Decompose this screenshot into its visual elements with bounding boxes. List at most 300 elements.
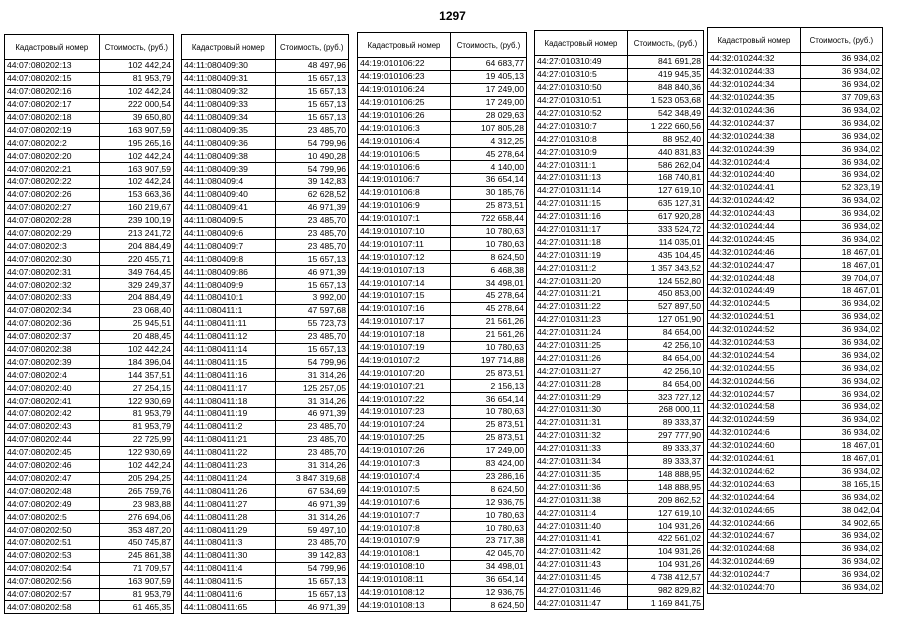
cadastral-number: 44:32:010244:65 (708, 504, 801, 517)
cost-value: 435 104,45 (627, 249, 703, 262)
table-row (5, 536, 174, 549)
cost-value: 1 523 053,68 (627, 94, 703, 107)
cost-value: 17 249,00 (450, 83, 526, 96)
cost-value: 21 561,26 (450, 315, 526, 328)
table-row (182, 433, 349, 446)
cadastral-number: 44:32:010244:66 (708, 517, 801, 530)
table-row (708, 194, 883, 207)
table-row (708, 375, 883, 388)
cost-value: 46 971,39 (275, 408, 348, 421)
cost-value: 36 934,02 (800, 529, 882, 542)
cadastral-number: 44:19:010107:1 (358, 212, 451, 225)
cost-value: 127 619,10 (627, 507, 703, 520)
cadastral-number: 44:07:080202:16 (5, 85, 100, 98)
cost-value: 10 780,63 (450, 406, 526, 419)
cadastral-number: 44:07:080202:2 (5, 137, 100, 150)
table-row (5, 420, 174, 433)
cadastral-number: 44:11:080409:39 (182, 163, 276, 176)
cadastral-table-1 (4, 34, 174, 614)
cost-value: 23 485,70 (275, 536, 348, 549)
cost-value: 62 628,52 (275, 188, 348, 201)
cadastral-number: 44:11:080411:29 (182, 524, 276, 537)
cost-value: 15 657,13 (275, 575, 348, 588)
cadastral-number: 44:27:010311:15 (535, 197, 628, 210)
table-row (182, 72, 349, 85)
cost-value: 36 934,02 (800, 349, 882, 362)
cadastral-number: 44:19:010108:1 (358, 547, 451, 560)
table-row (708, 452, 883, 465)
table-header-row (708, 28, 883, 53)
cost-value: 21 561,26 (450, 328, 526, 341)
cost-value: 25 873,51 (450, 418, 526, 431)
table-row (358, 341, 527, 354)
cost-value: 148 888,95 (627, 468, 703, 481)
table-row (708, 297, 883, 310)
cadastral-number: 44:19:010106:3 (358, 122, 451, 135)
table-row (708, 426, 883, 439)
cadastral-number: 44:19:010107:20 (358, 367, 451, 380)
cadastral-number: 44:11:080411:18 (182, 395, 276, 408)
cost-value: 276 694,06 (99, 511, 173, 524)
table-row (182, 459, 349, 472)
cadastral-number: 44:32:010244:43 (708, 207, 801, 220)
table-row (5, 188, 174, 201)
table-row (358, 251, 527, 264)
table-row (708, 272, 883, 285)
table-row (5, 382, 174, 395)
cost-value: 20 488,45 (99, 330, 173, 343)
cadastral-number: 44:07:080202:42 (5, 408, 100, 421)
cost-value: 102 442,24 (99, 343, 173, 356)
cost-value: 36 934,02 (800, 169, 882, 182)
header-cost: Стоимость, (руб.) (800, 28, 882, 53)
cost-value: 36 934,02 (800, 156, 882, 169)
cadastral-number: 44:11:080409:86 (182, 266, 276, 279)
cost-value: 36 654,14 (450, 573, 526, 586)
cadastral-number: 44:32:010244:54 (708, 349, 801, 362)
cadastral-number: 44:32:010244:41 (708, 181, 801, 194)
table-row (182, 562, 349, 575)
cost-value: 10 780,63 (450, 509, 526, 522)
cadastral-number: 44:19:010107:12 (358, 251, 451, 264)
cadastral-number: 44:11:080411:5 (182, 575, 276, 588)
cost-value: 45 278,64 (450, 302, 526, 315)
cost-value: 10 780,63 (450, 225, 526, 238)
cadastral-number: 44:32:010244:55 (708, 362, 801, 375)
cost-value: 2 156,13 (450, 380, 526, 393)
cost-value: 54 799,96 (275, 356, 348, 369)
cadastral-number: 44:32:010244:33 (708, 65, 801, 78)
cadastral-number: 44:07:080202:46 (5, 459, 100, 472)
cadastral-number: 44:19:010107:25 (358, 431, 451, 444)
cost-value: 15 657,13 (275, 111, 348, 124)
cadastral-number: 44:11:080409:41 (182, 201, 276, 214)
cadastral-number: 44:27:010311:26 (535, 352, 628, 365)
table-row (5, 240, 174, 253)
cost-value: 39 650,80 (99, 111, 173, 124)
table-row (358, 277, 527, 290)
table-row (182, 549, 349, 562)
cadastral-number: 44:27:010310:5 (535, 68, 628, 81)
table-row (182, 498, 349, 511)
cost-value: 36 934,02 (800, 78, 882, 91)
cost-value: 18 467,01 (800, 246, 882, 259)
cadastral-number: 44:27:010311:28 (535, 378, 628, 391)
table-row (358, 161, 527, 174)
table-row (708, 465, 883, 478)
cost-value: 81 953,79 (99, 420, 173, 433)
table-row (535, 520, 704, 533)
cadastral-number: 44:19:010106:5 (358, 148, 451, 161)
cost-value: 127 051,90 (627, 313, 703, 326)
cadastral-number: 44:11:080411:16 (182, 369, 276, 382)
cost-value: 982 829,82 (627, 584, 703, 597)
cadastral-number: 44:11:080409:5 (182, 214, 276, 227)
table-row (535, 558, 704, 571)
cost-value: 36 934,02 (800, 220, 882, 233)
cost-value: 64 683,77 (450, 58, 526, 71)
cost-value: 1 222 660,56 (627, 120, 703, 133)
cost-value: 25 873,51 (450, 367, 526, 380)
table-row (708, 568, 883, 581)
cost-value: 31 314,26 (275, 395, 348, 408)
cadastral-number: 44:27:010311:13 (535, 172, 628, 185)
cadastral-number: 44:07:080202:18 (5, 111, 100, 124)
table-row (182, 524, 349, 537)
cost-value: 23 485,70 (275, 240, 348, 253)
cost-value: 15 657,13 (275, 98, 348, 111)
cadastral-number: 44:07:080202:51 (5, 536, 100, 549)
cadastral-number: 44:27:010311:14 (535, 184, 628, 197)
cost-value: 102 442,24 (99, 85, 173, 98)
table-row (535, 404, 704, 417)
table-row (182, 536, 349, 549)
table-row (5, 588, 174, 601)
table-row (708, 130, 883, 143)
cadastral-number: 44:27:010310:52 (535, 107, 628, 120)
cost-value: 36 934,02 (800, 426, 882, 439)
table-row (358, 534, 527, 547)
cadastral-number: 44:19:010106:6 (358, 161, 451, 174)
cost-value: 15 657,13 (275, 85, 348, 98)
cost-value: 36 934,02 (800, 555, 882, 568)
cost-value: 220 455,71 (99, 253, 173, 266)
cost-value: 28 029,63 (450, 109, 526, 122)
table-row (708, 478, 883, 491)
cost-value: 39 142,83 (275, 176, 348, 189)
cost-value: 841 691,28 (627, 56, 703, 69)
cadastral-number: 44:32:010244:44 (708, 220, 801, 233)
table-row (358, 522, 527, 535)
cadastral-table-4 (534, 30, 704, 610)
cadastral-number: 44:32:010244:4 (708, 156, 801, 169)
table-row (535, 378, 704, 391)
table-row (182, 188, 349, 201)
table-row (358, 83, 527, 96)
cost-value: 15 657,13 (275, 588, 348, 601)
cadastral-number: 44:27:010311:35 (535, 468, 628, 481)
cost-value: 12 936,75 (450, 586, 526, 599)
cost-value: 168 740,81 (627, 172, 703, 185)
table-row (535, 275, 704, 288)
table-row (708, 91, 883, 104)
cadastral-number: 44:32:010244:60 (708, 439, 801, 452)
cost-value: 36 934,02 (800, 310, 882, 323)
cadastral-number: 44:19:010107:4 (358, 470, 451, 483)
cost-value: 23 485,70 (275, 330, 348, 343)
cadastral-number: 44:27:010310:8 (535, 133, 628, 146)
cost-value: 19 405,13 (450, 70, 526, 83)
cost-value: 17 249,00 (450, 444, 526, 457)
table-row (708, 529, 883, 542)
table-row (358, 444, 527, 457)
cost-value: 46 971,39 (275, 266, 348, 279)
cadastral-number: 44:07:080202:4 (5, 369, 100, 382)
table-row (182, 150, 349, 163)
table-row (358, 470, 527, 483)
cost-value: 8 624,50 (450, 251, 526, 264)
table-row (708, 555, 883, 568)
cadastral-number: 44:11:080411:15 (182, 356, 276, 369)
table-row (5, 111, 174, 124)
cost-value: 52 323,19 (800, 181, 882, 194)
cost-value: 197 714,88 (450, 354, 526, 367)
table-row (182, 292, 349, 305)
cadastral-number: 44:27:010311:21 (535, 288, 628, 301)
cost-value: 848 840,36 (627, 81, 703, 94)
cost-value: 81 953,79 (99, 588, 173, 601)
cost-value: 245 861,38 (99, 549, 173, 562)
table-row (182, 382, 349, 395)
cost-value: 239 100,19 (99, 214, 173, 227)
cost-value: 160 219,67 (99, 201, 173, 214)
cost-value: 6 468,38 (450, 264, 526, 277)
table-row (182, 317, 349, 330)
cadastral-number: 44:11:080411:17 (182, 382, 276, 395)
table-row (5, 176, 174, 189)
table-row (182, 446, 349, 459)
cadastral-number: 44:07:080202:56 (5, 575, 100, 588)
table-row (5, 472, 174, 485)
cost-value: 450 745,87 (99, 536, 173, 549)
table-row (358, 70, 527, 83)
cadastral-number: 44:11:080411:14 (182, 343, 276, 356)
cost-value: 440 831,83 (627, 146, 703, 159)
table-row (535, 532, 704, 545)
cost-value: 36 934,02 (800, 491, 882, 504)
cadastral-number: 44:11:080411:30 (182, 549, 276, 562)
table-row (708, 504, 883, 517)
table-row (5, 459, 174, 472)
cadastral-number: 44:19:010106:9 (358, 199, 451, 212)
cost-value: 23 485,70 (275, 227, 348, 240)
cost-value: 10 490,28 (275, 150, 348, 163)
table-row (358, 599, 527, 612)
cadastral-number: 44:11:080409:6 (182, 227, 276, 240)
cost-value: 46 971,39 (275, 498, 348, 511)
cost-value: 84 654,00 (627, 352, 703, 365)
table-row (535, 81, 704, 94)
cadastral-number: 44:27:010311:29 (535, 391, 628, 404)
table-row (182, 304, 349, 317)
cost-value: 39 142,83 (275, 549, 348, 562)
cadastral-number: 44:11:080411:11 (182, 317, 276, 330)
table-row (5, 163, 174, 176)
table-row (5, 408, 174, 421)
cadastral-number: 44:27:010311:45 (535, 571, 628, 584)
cadastral-number: 44:32:010244:36 (708, 104, 801, 117)
cadastral-number: 44:11:080409:8 (182, 253, 276, 266)
table-row (708, 413, 883, 426)
cost-value: 8 624,50 (450, 599, 526, 612)
table-row (5, 511, 174, 524)
table-row (535, 494, 704, 507)
cadastral-number: 44:07:080202:40 (5, 382, 100, 395)
cadastral-number: 44:32:010244:62 (708, 465, 801, 478)
cost-value: 36 934,02 (800, 194, 882, 207)
cadastral-number: 44:27:010311:23 (535, 313, 628, 326)
cost-value: 15 657,13 (275, 253, 348, 266)
cost-value: 31 314,26 (275, 511, 348, 524)
cost-value: 1 169 841,75 (627, 597, 703, 610)
table-header-row (535, 31, 704, 56)
cost-value: 122 930,69 (99, 446, 173, 459)
cadastral-number: 44:11:080409:40 (182, 188, 276, 201)
table-row (535, 94, 704, 107)
cost-value: 124 552,80 (627, 275, 703, 288)
table-row (182, 395, 349, 408)
cadastral-number: 44:07:080202:49 (5, 498, 100, 511)
table-row (5, 343, 174, 356)
table-row (535, 300, 704, 313)
cost-value: 83 424,00 (450, 457, 526, 470)
table-row (5, 356, 174, 369)
table-row (358, 109, 527, 122)
table-row (535, 352, 704, 365)
cost-value: 36 934,02 (800, 53, 882, 66)
cadastral-number: 44:07:080202:44 (5, 433, 100, 446)
table-row (535, 288, 704, 301)
table-row (358, 509, 527, 522)
cost-value: 23 286,16 (450, 470, 526, 483)
table-row (708, 323, 883, 336)
cadastral-number: 44:07:080202:34 (5, 304, 100, 317)
cadastral-number: 44:32:010244:38 (708, 130, 801, 143)
table-row (535, 68, 704, 81)
cadastral-number: 44:11:080411:3 (182, 536, 276, 549)
table-row (358, 418, 527, 431)
cadastral-number: 44:19:010107:16 (358, 302, 451, 315)
cadastral-number: 44:32:010244:52 (708, 323, 801, 336)
cost-value: 36 654,14 (450, 393, 526, 406)
table-row (358, 586, 527, 599)
table-row (358, 302, 527, 315)
table-header-row (5, 35, 174, 60)
cadastral-number: 44:11:080409:9 (182, 279, 276, 292)
table-row (358, 225, 527, 238)
cadastral-number: 44:32:010244:58 (708, 401, 801, 414)
cadastral-number: 44:07:080202:20 (5, 150, 100, 163)
table-row (708, 259, 883, 272)
cost-value: 36 654,14 (450, 174, 526, 187)
cadastral-number: 44:11:080409:32 (182, 85, 276, 98)
cadastral-number: 44:19:010107:13 (358, 264, 451, 277)
page-number: 1297 (439, 9, 466, 23)
cadastral-number: 44:19:010107:19 (358, 341, 451, 354)
cadastral-number: 44:32:010244:64 (708, 491, 801, 504)
table-row (535, 545, 704, 558)
table-row (5, 98, 174, 111)
table-row (358, 496, 527, 509)
table-row (358, 431, 527, 444)
table-row (5, 60, 174, 73)
cadastral-number: 44:27:010311:18 (535, 236, 628, 249)
table-row (5, 279, 174, 292)
table-row (5, 317, 174, 330)
table-row (5, 150, 174, 163)
cost-value: 37 709,63 (800, 91, 882, 104)
cost-value: 163 907,59 (99, 575, 173, 588)
table-row (182, 253, 349, 266)
cadastral-number: 44:11:080411:65 (182, 601, 276, 614)
cost-value: 3 992,00 (275, 292, 348, 305)
cadastral-number: 44:07:080202:17 (5, 98, 100, 111)
table-row (5, 72, 174, 85)
cost-value: 84 654,00 (627, 326, 703, 339)
cadastral-number: 44:32:010244:51 (708, 310, 801, 323)
cost-value: 114 035,01 (627, 236, 703, 249)
cadastral-number: 44:27:010311:20 (535, 275, 628, 288)
header-cost: Стоимость, (руб.) (99, 35, 173, 60)
cost-value: 36 934,02 (800, 130, 882, 143)
cadastral-number: 44:07:080202:47 (5, 472, 100, 485)
cost-value: 59 497,10 (275, 524, 348, 537)
table-row (708, 104, 883, 117)
cadastral-number: 44:19:010106:24 (358, 83, 451, 96)
header-cost: Стоимость, (руб.) (450, 33, 526, 58)
cadastral-number: 44:27:010311:40 (535, 520, 628, 533)
cadastral-number: 44:07:080202:15 (5, 72, 100, 85)
cadastral-number: 44:19:010107:7 (358, 509, 451, 522)
cost-value: 4 312,25 (450, 135, 526, 148)
cost-value: 31 314,26 (275, 369, 348, 382)
table-row (358, 290, 527, 303)
table-row (535, 429, 704, 442)
cadastral-number: 44:07:080202:32 (5, 279, 100, 292)
cost-value: 61 465,35 (99, 601, 173, 614)
cadastral-number: 44:32:010244:35 (708, 91, 801, 104)
cost-value: 204 884,49 (99, 292, 173, 305)
cost-value: 213 241,72 (99, 227, 173, 240)
cost-value: 205 294,25 (99, 472, 173, 485)
cost-value: 23 068,40 (99, 304, 173, 317)
table-row (5, 433, 174, 446)
table-row (708, 349, 883, 362)
cost-value: 419 945,35 (627, 68, 703, 81)
cadastral-number: 44:27:010311:1 (535, 159, 628, 172)
table-row (708, 156, 883, 169)
cadastral-number: 44:27:010310:7 (535, 120, 628, 133)
cost-value: 25 945,51 (99, 317, 173, 330)
table-row (535, 210, 704, 223)
table-row (182, 124, 349, 137)
table-row (182, 240, 349, 253)
cadastral-number: 44:19:010107:3 (358, 457, 451, 470)
cost-value: 23 485,70 (275, 446, 348, 459)
table-row (182, 575, 349, 588)
cost-value: 353 487,20 (99, 524, 173, 537)
cadastral-number: 44:27:010311:41 (535, 532, 628, 545)
